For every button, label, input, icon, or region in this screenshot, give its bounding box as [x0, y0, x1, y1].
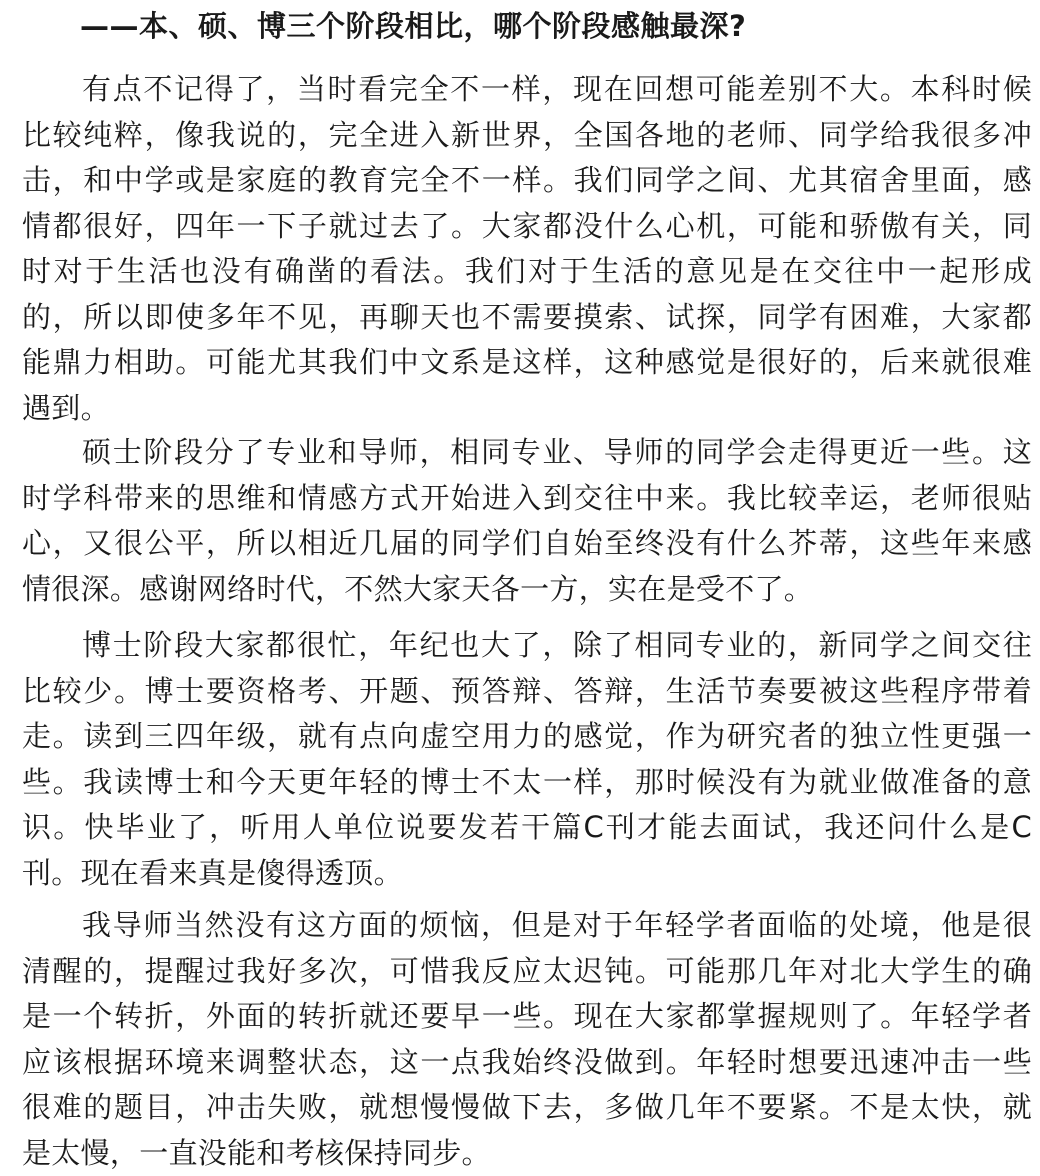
text-line: 时学科带来的思维和情感方式开始进入到交往中来。我比较幸运，老师很贴 — [22, 476, 1032, 522]
text-line: 应该根据环境来调整状态，这一点我始终没做到。年轻时想要迅速冲击一些 — [22, 1040, 1032, 1086]
text-line: 心，又很公平，所以相近几届的同学们自始至终没有什么芥蒂，这些年来感 — [22, 521, 1032, 567]
text-line: 能鼎力相助。可能尤其我们中文系是这样，这种感觉是很好的，后来就很难 — [22, 340, 1032, 386]
text-line: 识。快毕业了，听用人单位说要发若干篇C刊才能去面试，我还问什么是C — [22, 805, 1032, 851]
text-line: 是一个转折，外面的转折就还要早一些。现在大家都掌握规则了。年轻学者 — [22, 994, 1032, 1040]
text-line: 时对于生活也没有确凿的看法。我们对于生活的意见是在交往中一起形成 — [22, 249, 1032, 295]
text-line: 刊。现在看来真是傻得透顶。 — [22, 851, 1032, 897]
text-line: 比较少。博士要资格考、开题、预答辩、答辩，生活节奏要被这些程序带着 — [22, 669, 1032, 715]
text-line: 博士阶段大家都很忙，年纪也大了，除了相同专业的，新同学之间交往 — [22, 623, 1032, 669]
text-line: 有点不记得了，当时看完全不一样，现在回想可能差别不大。本科时候 — [22, 67, 1032, 113]
text-line: 击，和中学或是家庭的教育完全不一样。我们同学之间、尤其宿舍里面，感 — [22, 158, 1032, 204]
text-line: 走。读到三四年级，就有点向虚空用力的感觉，作为研究者的独立性更强一 — [22, 714, 1032, 760]
text-line: 情都很好，四年一下子就过去了。大家都没什么心机，可能和骄傲有关，同 — [22, 204, 1032, 250]
paragraph-doctoral — [22, 623, 1032, 896]
text-line: 遇到。 — [22, 386, 1032, 432]
paragraph-masters — [22, 430, 1032, 612]
text-line: 硕士阶段分了专业和导师，相同专业、导师的同学会走得更近一些。这 — [22, 430, 1032, 476]
paragraph-advisor — [22, 903, 1032, 1176]
question-heading: ——本、硕、博三个阶段相比，哪个阶段感触最深? — [80, 6, 1020, 46]
text-line: 的，所以即使多年不见，再聊天也不需要摸索、试探，同学有困难，大家都 — [22, 295, 1032, 341]
text-line: 比较纯粹，像我说的，完全进入新世界，全国各地的老师、同学给我很多冲 — [22, 113, 1032, 159]
text-line: 些。我读博士和今天更年轻的博士不太一样，那时候没有为就业做准备的意 — [22, 760, 1032, 806]
text-line: 我导师当然没有这方面的烦恼，但是对于年轻学者面临的处境，他是很 — [22, 903, 1032, 949]
text-line: 很难的题目，冲击失败，就想慢慢做下去，多做几年不要紧。不是太快，就 — [22, 1085, 1032, 1131]
text-line: 是太慢，一直没能和考核保持同步。 — [22, 1131, 1032, 1176]
paragraph-undergraduate — [22, 67, 1032, 431]
text-line: 清醒的，提醒过我好多次，可惜我反应太迟钝。可能那几年对北大学生的确 — [22, 949, 1032, 995]
text-line: 情很深。感谢网络时代，不然大家天各一方，实在是受不了。 — [22, 567, 1032, 613]
